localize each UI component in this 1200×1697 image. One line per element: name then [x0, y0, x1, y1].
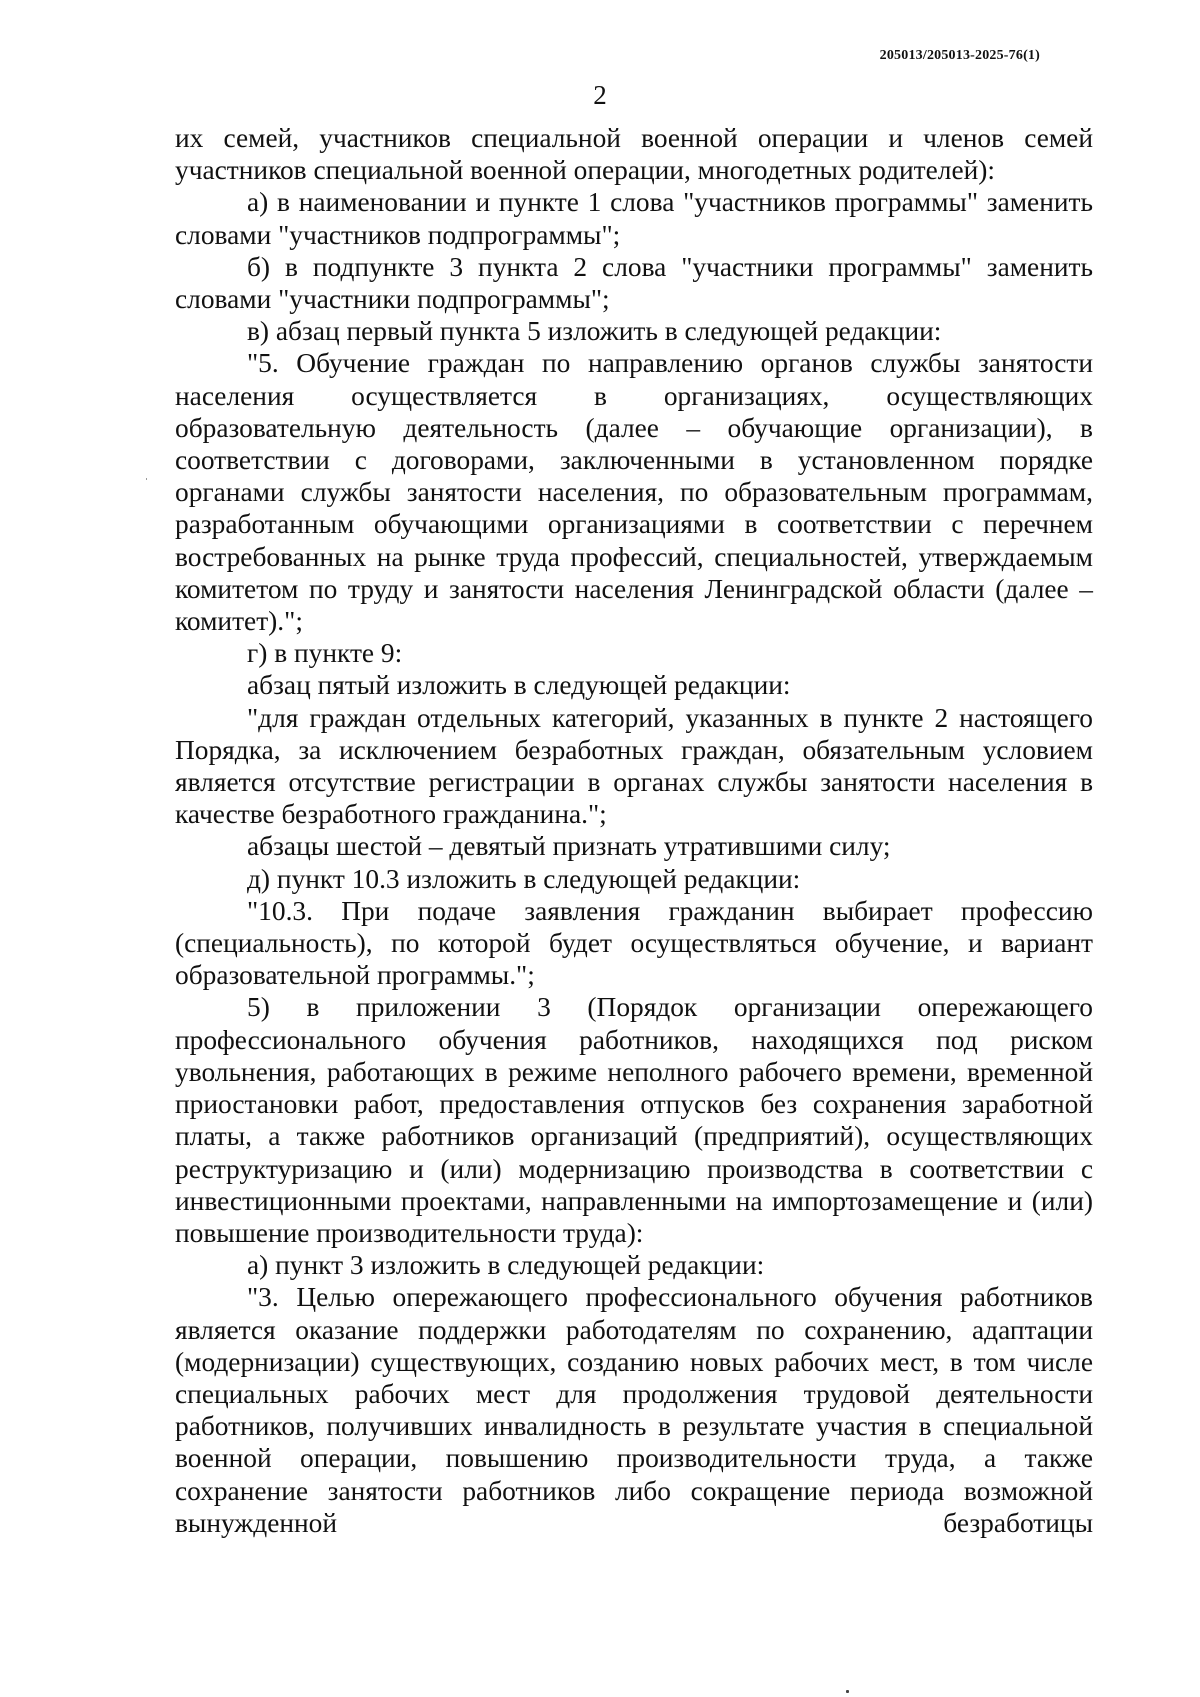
paragraph: их семей, участников специальной военной операции и членов семей участников специальной военной операции, многодетных родителей):	[175, 123, 1093, 186]
page-number: 2	[593, 80, 607, 110]
document-body	[175, 122, 1093, 1539]
paragraph: "10.3. При подаче заявления гражданин выбирает профессию (специальность), по которой будет осуществляться обучение, и вариант образовательной программы.";	[175, 895, 1093, 991]
paragraph: 5) в приложении 3 (Порядок организации опережающего профессионального обучения работников, находящихся под риском увольнения, работающих в режиме неполного рабочего времени, временной приостановки работ, предоставления отпусков без сохранения заработной платы, а также работников организаций (предприятий), осуществляющих реструктуризацию и (или) модернизацию производства в соответствии с инвестиционными проектами, направленными на импортозамещение и (или) повышение производительности труда):	[175, 992, 1093, 1248]
paragraph: д) пункт 10.3 изложить в следующей редакции:	[247, 863, 801, 894]
paragraph: абзацы шестой – девятый признать утратившими силу;	[247, 831, 891, 862]
paragraph: абзац пятый изложить в следующей редакции:	[247, 670, 791, 701]
document-id: 205013/205013-2025-76(1)	[879, 48, 1040, 63]
paragraph: в) абзац первый пункта 5 изложить в следующей редакции:	[247, 316, 942, 347]
scan-artifact	[146, 478, 147, 480]
paragraph: "3. Целью опережающего профессионального обучения работников является оказание поддержки работодателям по сохранению, адаптации (модернизации) существующих, созданию новых рабочих мест, в том числе специальных рабочих мест для продолжения трудовой деятельности работников, получивших инвалидность в результате участия в специальной военной операции, повышению производительности труда, а также сохранение занятости работников либо сокращение периода возможной вынужденной безработицы	[175, 1282, 1093, 1538]
paragraph: "для граждан отдельных категорий, указанных в пункте 2 настоящего Порядка, за исключением безработных граждан, обязательным условием является отсутствие регистрации в органах службы занятости населения в качестве безработного гражданина.";	[175, 702, 1093, 830]
paragraph: "5. Обучение граждан по направлению органов службы занятости населения осуществляется в организациях, осуществляющих образовательную деятельность (далее – обучающие организации), в соответствии с договорами, заключенными в установленном порядке органами службы занятости населения, по образовательным программам, разработанным обучающими организациями в соответствии с перечнем востребованных на рынке труда профессий, специальностей, утверждаемым комитетом по труду и занятости населения Ленинградской области (далее – комитет).";	[175, 348, 1093, 637]
paragraph: а) пункт 3 изложить в следующей редакции:	[247, 1250, 765, 1281]
scan-artifact	[846, 1690, 849, 1693]
paragraph: б) в подпункте 3 пункта 2 слова "участники программы" заменить словами "участники подпрограммы";	[175, 251, 1093, 315]
paragraph: г) в пункте 9:	[247, 638, 403, 669]
paragraph: а) в наименовании и пункте 1 слова "участников программы" заменить словами "участников подпрограммы";	[175, 187, 1093, 250]
